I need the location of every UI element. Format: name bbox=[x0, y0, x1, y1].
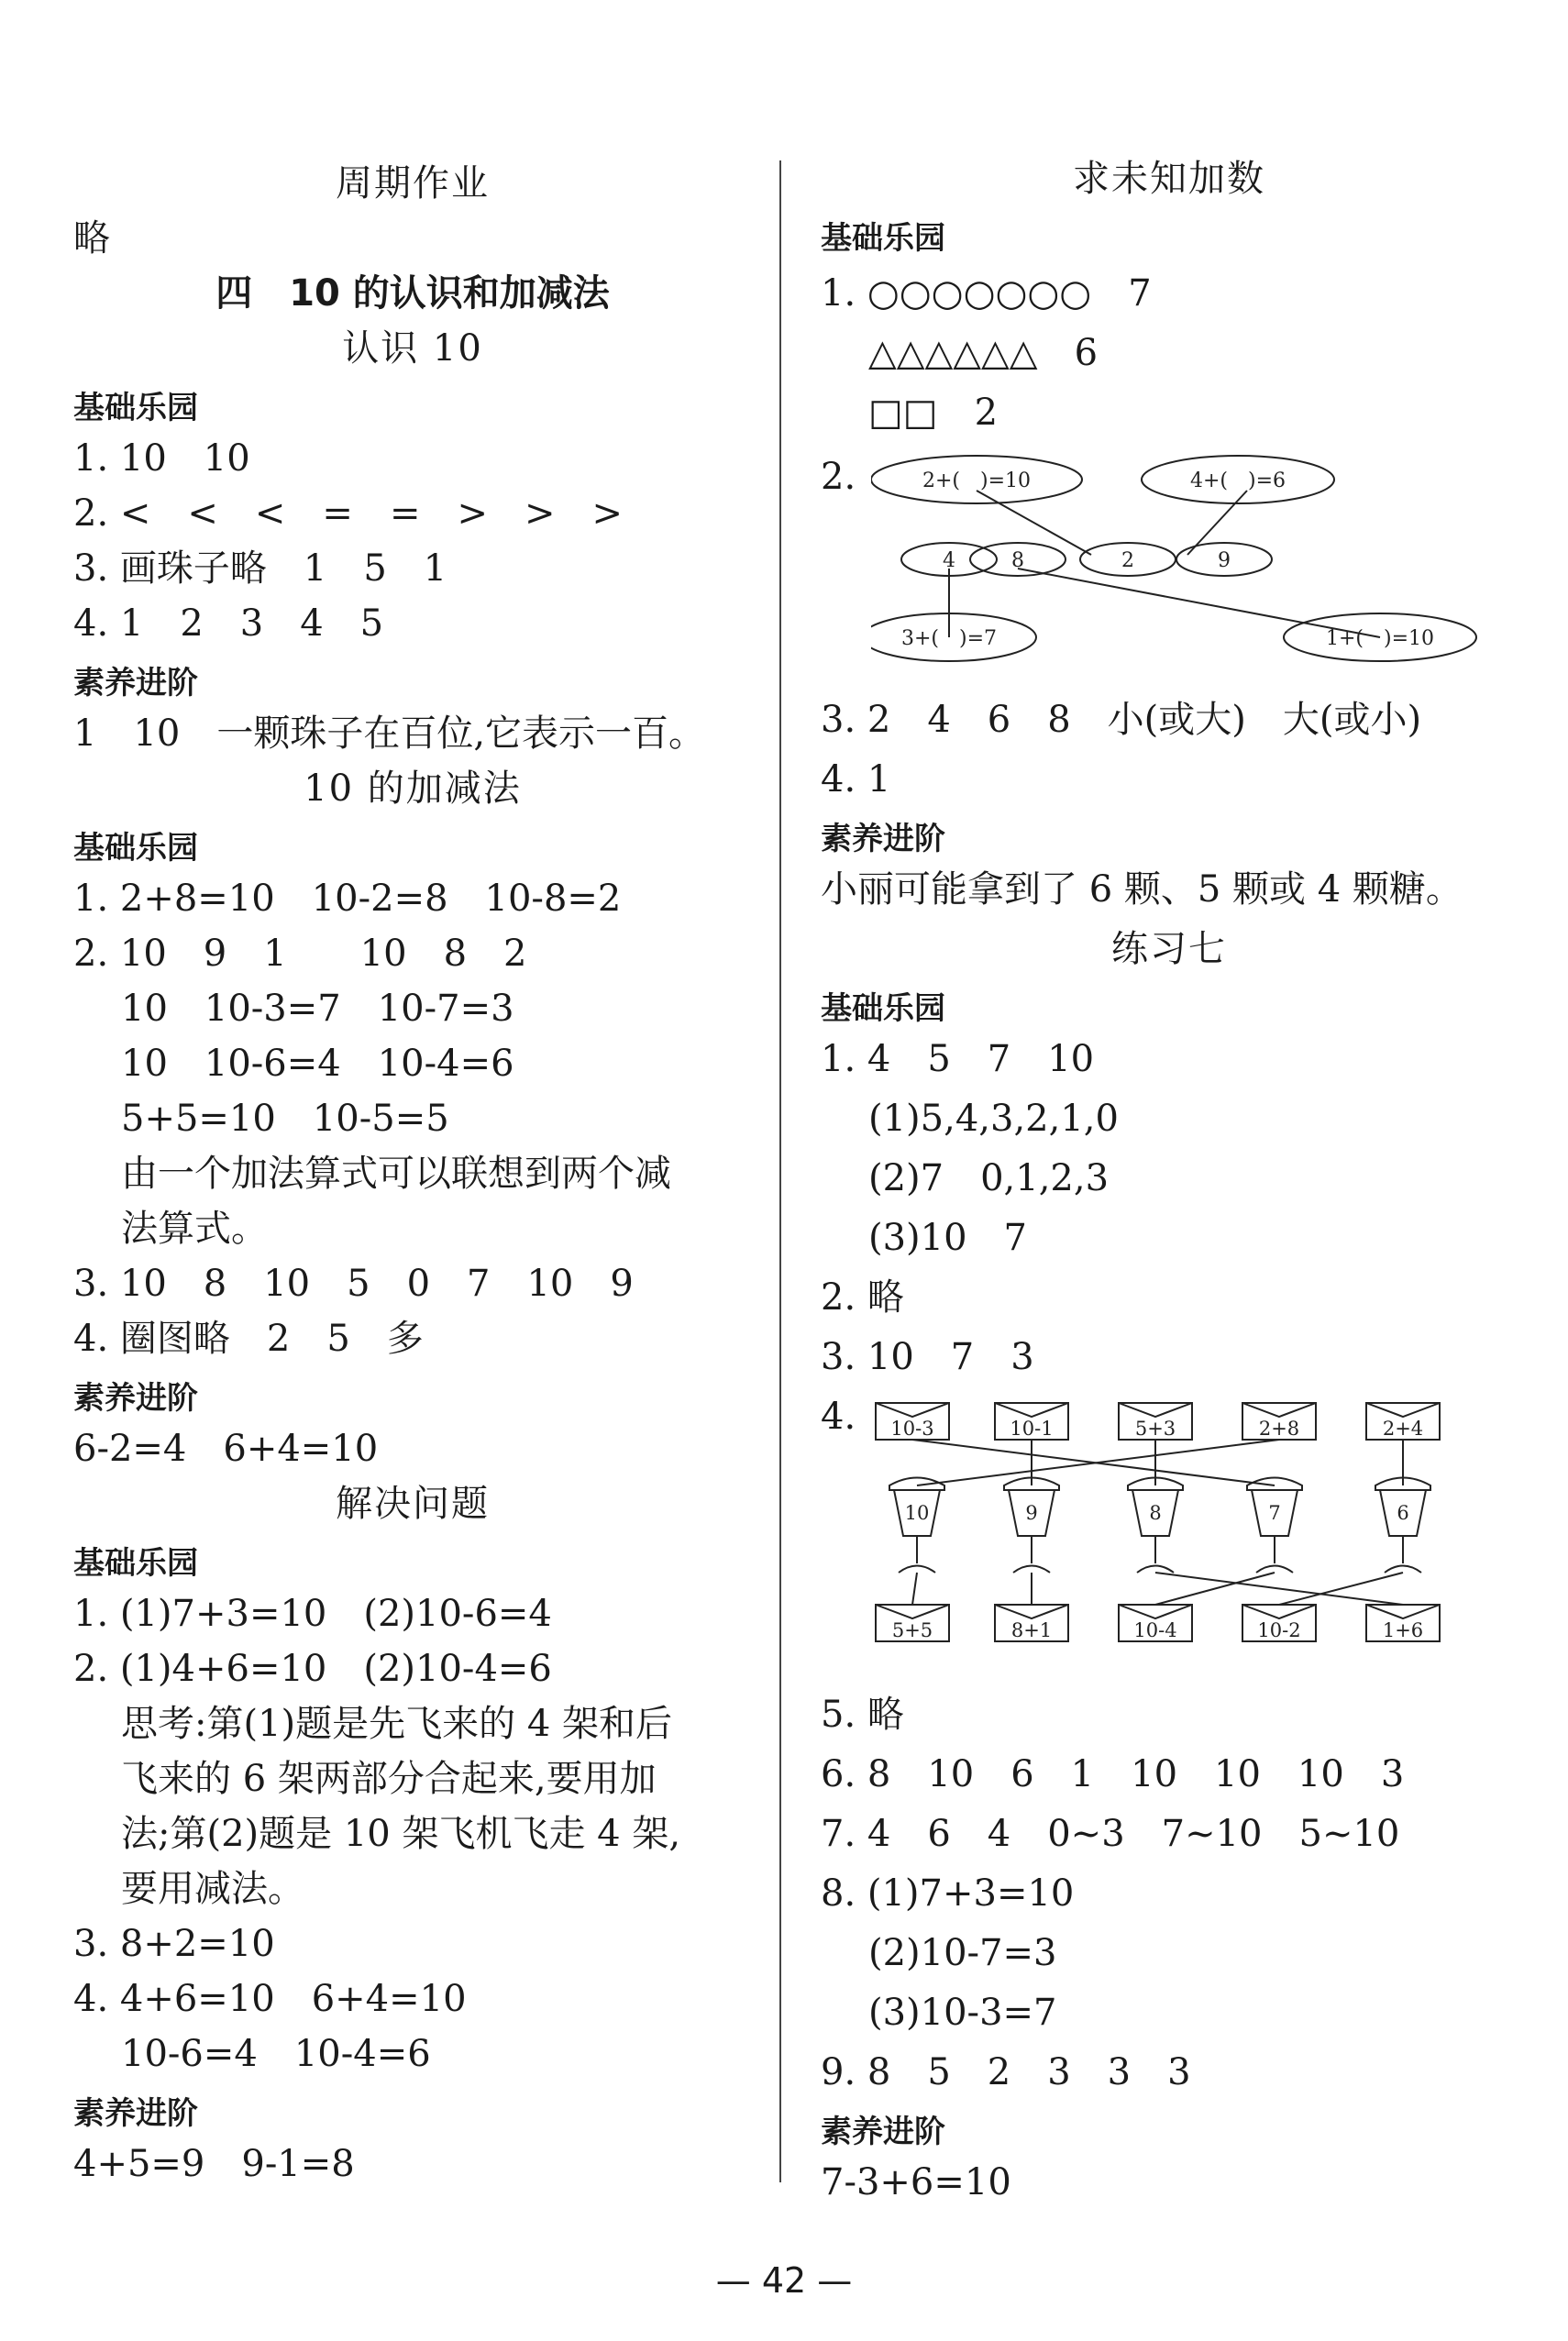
answer-line: 8. (1)7+3=10 bbox=[821, 1872, 1075, 1915]
answer-line: (2)10-7=3 bbox=[868, 1932, 1057, 1974]
answer-line: 4. 1 2 3 4 5 bbox=[73, 602, 384, 645]
answer-line: 3. 2 4 6 8 小(或大) 大(或小) bbox=[821, 699, 1422, 741]
answer-line: 5+5=10 10-5=5 bbox=[121, 1098, 449, 1140]
section-label: 素养进阶 bbox=[73, 665, 198, 701]
section-title: 周期作业 bbox=[336, 162, 490, 204]
mailbox-label: 10 bbox=[904, 1502, 930, 1524]
equation-label: 1+( )=10 bbox=[1325, 627, 1435, 650]
answer-line: 3. 8+2=10 bbox=[73, 1923, 275, 1965]
section-label: 素养进阶 bbox=[73, 2095, 198, 2132]
answer-line: △△△△△△ 6 bbox=[868, 332, 1099, 374]
answer-line: 1. 4 5 7 10 bbox=[821, 1038, 1095, 1080]
answer-line: 思考:第(1)题是先飞来的 4 架和后 bbox=[121, 1703, 673, 1745]
answer-line: (2)7 0,1,2,3 bbox=[868, 1157, 1110, 1199]
equation-label: 3+( )=7 bbox=[900, 627, 998, 650]
mailbox-diagram bbox=[871, 1398, 1513, 1673]
column-divider bbox=[779, 160, 781, 2182]
section-label: 基础乐园 bbox=[821, 990, 945, 1027]
answer-line: 法;第(2)题是 10 架飞机飞走 4 架, bbox=[121, 1813, 681, 1855]
mailbox bbox=[1247, 1478, 1302, 1574]
mailbox bbox=[889, 1478, 944, 1574]
page-number: — 42 — bbox=[715, 2260, 853, 2301]
section-label: 基础乐园 bbox=[821, 220, 945, 257]
envelope-label: 10-1 bbox=[1010, 1418, 1054, 1440]
envelope-label: 1+6 bbox=[1382, 1619, 1424, 1641]
mailbox-label: 9 bbox=[1025, 1502, 1038, 1524]
mailbox bbox=[1375, 1478, 1430, 1574]
section-title: 认识 10 bbox=[342, 327, 483, 370]
section-label: 基础乐园 bbox=[73, 1545, 198, 1582]
equation-label: 2+( )=10 bbox=[922, 469, 1032, 492]
answer-line: □□ 2 bbox=[868, 392, 999, 434]
number-label: 4 bbox=[943, 549, 955, 572]
envelope-label: 8+1 bbox=[1010, 1619, 1053, 1641]
answer-line: 略 bbox=[73, 217, 110, 259]
section-title: 练习七 bbox=[1111, 928, 1227, 970]
answer-line: 4. 1 bbox=[821, 758, 891, 801]
envelope-label: 2+8 bbox=[1258, 1418, 1300, 1440]
match-line bbox=[1155, 1573, 1275, 1605]
answer-line: 1. 2+8=10 10-2=8 10-8=2 bbox=[73, 878, 622, 920]
envelope-label: 10-2 bbox=[1257, 1619, 1301, 1641]
answer-line: 2. 略 bbox=[821, 1276, 904, 1319]
answer-line: 10-6=4 10-4=6 bbox=[121, 2033, 431, 2075]
answer-line: 6. 8 10 6 1 10 10 10 3 bbox=[821, 1753, 1405, 1795]
section-title: 解决问题 bbox=[336, 1483, 490, 1525]
answer-line: 1. ○○○○○○○ 7 bbox=[821, 272, 1152, 315]
answer-line: 法算式。 bbox=[121, 1208, 268, 1250]
answer-line: 要用减法。 bbox=[121, 1868, 304, 1910]
envelope-label: 5+3 bbox=[1134, 1418, 1176, 1440]
lily-pad-diagram bbox=[871, 454, 1513, 674]
match-line bbox=[1279, 1573, 1403, 1605]
answer-line: 5. 略 bbox=[821, 1694, 904, 1736]
section-label: 基础乐园 bbox=[73, 390, 198, 426]
equation-label: 4+( )=6 bbox=[1189, 469, 1286, 492]
answer-line: (3)10 7 bbox=[868, 1217, 1028, 1259]
answer-line: 由一个加法算式可以联想到两个减 bbox=[121, 1153, 671, 1195]
answer-line: 2. < < < = = > > > bbox=[73, 492, 624, 535]
answer-line: 2. (1)4+6=10 (2)10-4=6 bbox=[73, 1648, 552, 1690]
answer-line: 10 10-6=4 10-4=6 bbox=[121, 1043, 514, 1085]
answer-line: 4. bbox=[821, 1396, 856, 1438]
mailbox-label: 8 bbox=[1149, 1502, 1162, 1524]
section-label: 素养进阶 bbox=[821, 821, 945, 857]
section-label: 素养进阶 bbox=[821, 2114, 945, 2150]
section-title: 求未知加数 bbox=[1073, 158, 1265, 200]
answer-line: 9. 8 5 2 3 3 3 bbox=[821, 2051, 1191, 2093]
mailbox bbox=[1004, 1478, 1059, 1574]
answer-line: 4+5=9 9-1=8 bbox=[73, 2143, 355, 2185]
answer-line: 7. 4 6 4 0~3 7~10 5~10 bbox=[821, 1813, 1400, 1855]
answer-line: 3. 10 8 10 5 0 7 10 9 bbox=[73, 1263, 634, 1305]
answer-line: (3)10-3=7 bbox=[868, 1992, 1057, 2034]
match-line bbox=[912, 1573, 917, 1605]
section-label: 素养进阶 bbox=[73, 1380, 198, 1417]
mailbox bbox=[1128, 1478, 1183, 1574]
envelope-label: 5+5 bbox=[891, 1619, 933, 1641]
number-label: 9 bbox=[1218, 549, 1231, 572]
answer-line: 3. 画珠子略 1 5 1 bbox=[73, 547, 447, 590]
answer-line: 4. 4+6=10 6+4=10 bbox=[73, 1978, 467, 2020]
section-label: 基础乐园 bbox=[73, 830, 198, 867]
answer-line: 飞来的 6 架两部分合起来,要用加 bbox=[121, 1758, 657, 1800]
number-label: 2 bbox=[1121, 549, 1134, 572]
envelope-label: 2+4 bbox=[1382, 1418, 1424, 1440]
answer-line: 4. 圈图略 2 5 多 bbox=[73, 1318, 424, 1360]
match-line bbox=[1155, 1573, 1403, 1605]
answer-line: 1. (1)7+3=10 (2)10-6=4 bbox=[73, 1593, 552, 1635]
answer-line: 7-3+6=10 bbox=[821, 2161, 1011, 2203]
answer-line: 1 10 一颗珠子在百位,它表示一百。 bbox=[73, 712, 706, 755]
answer-line: 10 10-3=7 10-7=3 bbox=[121, 988, 514, 1030]
mailbox-label: 6 bbox=[1397, 1502, 1409, 1524]
answer-line: 3. 10 7 3 bbox=[821, 1336, 1034, 1378]
answer-line: 2. bbox=[821, 456, 856, 498]
chapter-title: 四 10 的认识和加减法 bbox=[215, 272, 610, 315]
answer-line: 2. 10 9 1 10 8 2 bbox=[73, 933, 527, 975]
envelope-label: 10-4 bbox=[1133, 1619, 1177, 1641]
answer-line: 1. 10 10 bbox=[73, 437, 250, 480]
number-label: 8 bbox=[1011, 549, 1024, 572]
answer-line: 小丽可能拿到了 6 颗、5 颗或 4 颗糖。 bbox=[821, 868, 1463, 911]
answer-line: (1)5,4,3,2,1,0 bbox=[868, 1098, 1119, 1140]
envelope-label: 10-3 bbox=[890, 1418, 934, 1440]
mailbox-label: 7 bbox=[1268, 1502, 1281, 1524]
section-title: 10 的加减法 bbox=[304, 767, 522, 810]
answer-line: 6-2=4 6+4=10 bbox=[73, 1428, 379, 1470]
